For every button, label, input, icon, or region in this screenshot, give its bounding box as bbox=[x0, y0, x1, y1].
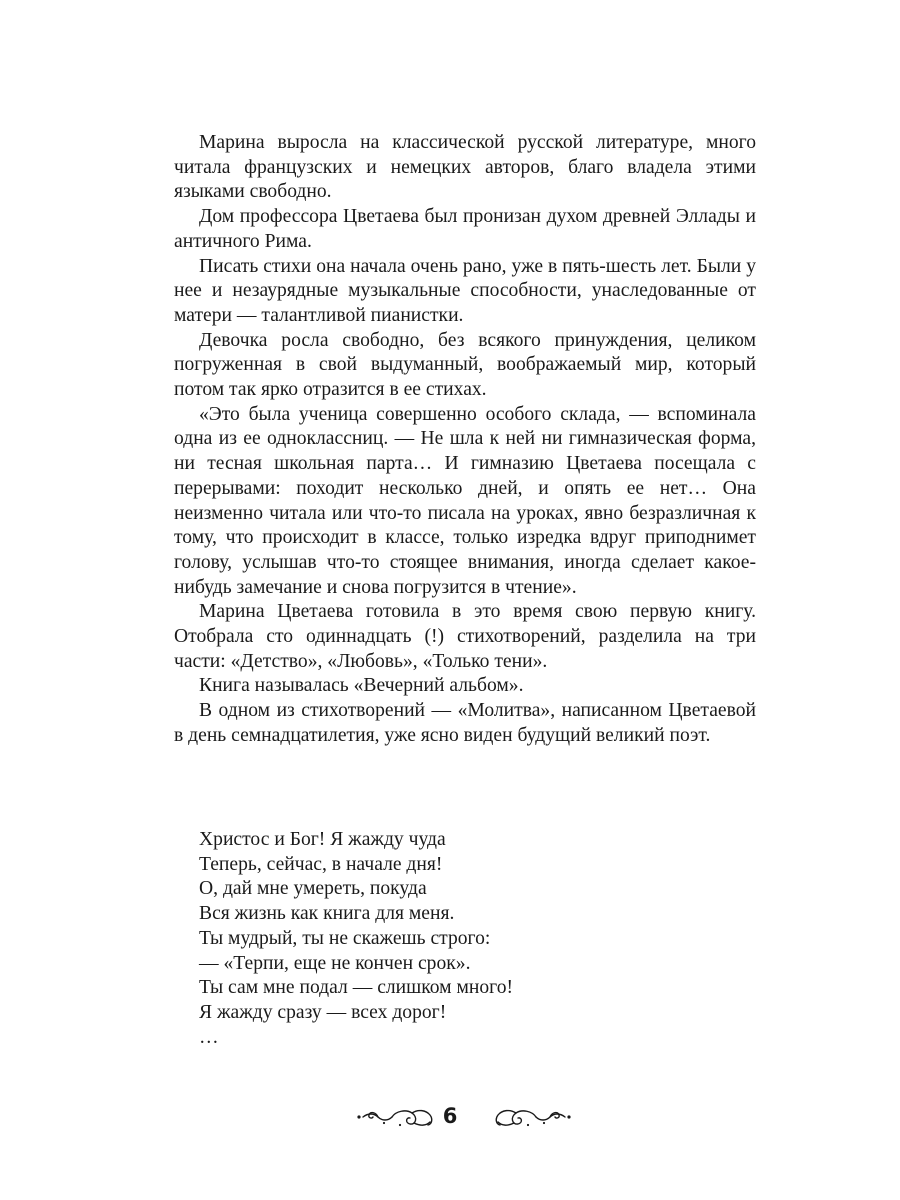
poem-line: — «Терпи, еще не кончен срок». bbox=[199, 952, 471, 974]
poem-line: Вся жизнь как книга для меня. bbox=[199, 903, 455, 925]
paragraph: Дом профессора Цветаева был пронизан духом древней Эллады и античного Рима. bbox=[174, 206, 756, 252]
scroll-flourish-icon bbox=[354, 1103, 436, 1131]
paragraph: Марина выросла на классической русской литературе, много читала французских и немецких авторов, благо владела этими языками свободно. bbox=[174, 132, 756, 203]
poem bbox=[199, 828, 739, 1050]
poem-line: Я жажду сразу — всех дорог! bbox=[199, 1001, 447, 1023]
scroll-flourish-icon bbox=[492, 1103, 574, 1131]
paragraph: «Это была ученица совершенно особого склада, — вспоминала одна из ее одноклассниц. — Не шла к ней ни гимназическая форма, ни тесная школьная парта… И гимназию Цветаева посещала с перерывами: походит несколько дней, и опять ее нет… Она неизменно читала или что-то писала на уроках, явно безразличная к тому, что происходит в классе, только изредка вдруг приподнимет голову, услышав что-то стоящее внимания, иногда сделает какое-нибудь замечание и снова погрузится в чтение». bbox=[174, 403, 756, 598]
poem-line: Ты сам мне подал — слишком много! bbox=[199, 977, 514, 999]
paragraph: Марина Цветаева готовила в это время свою первую книгу. Отобрала сто одиннадцать (!) стихотворений, разделила на три части: «Детство», «Любовь», «Только тени». bbox=[174, 601, 756, 672]
page-footer bbox=[0, 1100, 900, 1134]
paragraph: В одном из стихотворений — «Молитва», написанном Цветаевой в день семнадцатилетия, уже ясно виден будущий великий поэт. bbox=[174, 700, 756, 746]
page-number: 6 bbox=[442, 1104, 458, 1128]
poem-line: Христос и Бог! Я жажду чуда bbox=[199, 829, 446, 850]
paragraph: Писать стихи она начала очень рано, уже в пять-шесть лет. Были у нее и незаурядные музыкальные способности, унаследованные от матери — талантливой пианистки. bbox=[174, 255, 756, 326]
paragraph: Девочка росла свободно, без всякого принуждения, целиком погруженная в свой выдуманный, воображаемый мир, который потом так ярко отразится в ее стихах. bbox=[174, 329, 756, 401]
poem-line: Теперь, сейчас, в начале дня! bbox=[199, 853, 443, 875]
body-text bbox=[174, 131, 756, 749]
poem-line: О, дай мне умереть, покуда bbox=[199, 878, 427, 900]
paragraph: Книга называлась «Вечерний альбом». bbox=[199, 675, 524, 697]
poem-line: Ты мудрый, ты не скажешь строго: bbox=[199, 927, 491, 949]
poem-line: … bbox=[199, 1026, 219, 1048]
